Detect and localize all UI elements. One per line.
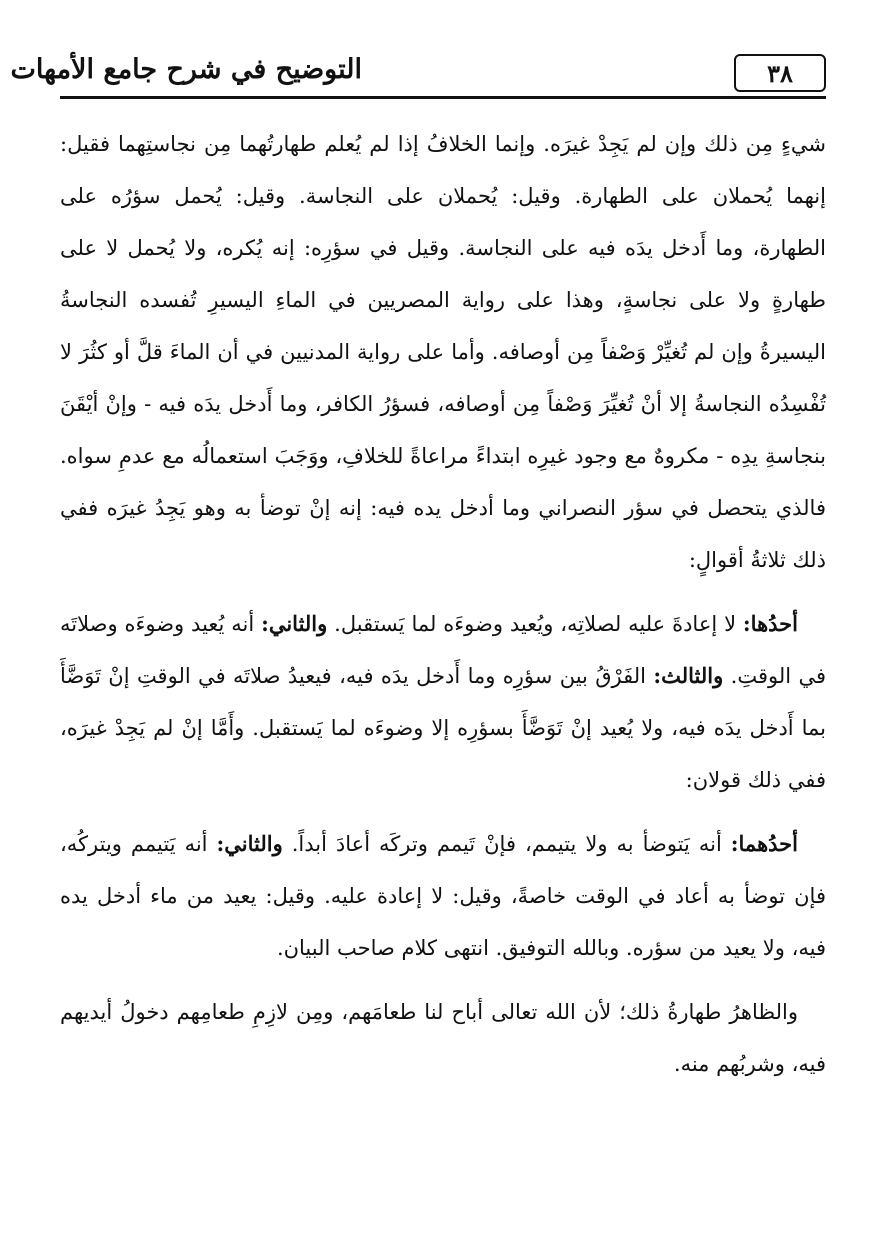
paragraph-3-text-2: أنه يَتيمم ويتركُه، فإن توضأ به أعاد في الوقت خاصةً، وقيل: لا إعادة عليه. وقيل: يعيد من ماء أدخل يده فيه، ولا يعيد من سؤره. وبالله التوفيق. انتهى كلام صاحب البيان. — [60, 832, 826, 960]
running-title: التوضيح في شرح جامع الأمهات — [10, 54, 362, 85]
paragraph-1 — [60, 118, 826, 586]
paragraph-2-text-1: لا إعادةَ عليه لصلاتِه، ويُعيد وضوءَه لما يَستقبل. — [327, 612, 743, 636]
paragraph-4 — [60, 986, 826, 1090]
paragraph-2 — [60, 598, 826, 806]
paragraph-2-text-3: الفَرْقُ بين سؤرِه وما أَدخل يدَه فيه، فيعيدُ صلاتَه في الوقتِ إنْ تَوَضَّأَ بما أَدخل يدَه فيه، ولا يُعيد إنْ تَوَضَّأَ بسؤرِه إلا وضوءَه لما يَستقبل. وأَمَّا إنْ لم يَجِدْ غيرَه، ففي ذلك قولان: — [60, 664, 826, 792]
paragraph-3-text-1: أنه يَتوضأ به ولا يتيمم، فإنْ تَيمم وتركَه أعادَ أبداً. — [282, 832, 731, 856]
paragraph-3 — [60, 818, 826, 974]
paragraph-2-lead-3: والثالث: — [653, 663, 724, 688]
paragraph-3-lead-1: أحدُهما: — [730, 831, 798, 856]
paragraph-4-text: والظاهرُ طهارةُ ذلك؛ لأن الله تعالى أباح لنا طعامَهم، ومِن لازِمِ طعامِهم دخولُ أيديهم فيه، وشربُهم منه. — [60, 1000, 826, 1076]
paragraph-2-text-2: أنه يُعيد وضوءَه وصلاتَه في الوقتِ. — [60, 612, 826, 688]
page-header — [10, 50, 826, 100]
page-number: ٣٨ — [734, 54, 826, 92]
paragraph-2-lead-2: والثاني: — [261, 611, 328, 636]
paragraph-3-lead-2: والثاني: — [216, 831, 283, 856]
body-text — [60, 118, 826, 1090]
paragraph-1-text: شيءٍ مِن ذلك وإن لم يَجِدْ غيرَه. وإنما الخلافُ إذا لم يُعلم طهارتُهما مِن نجاستِهما فقيل: إنهما يُحملان على الطهارة. وقيل: يُحملان على النجاسة. وقيل: يُحمل سؤرُه على الطهارة، وما أَدخل يدَه فيه على النجاسة. وقيل في سؤرِه: إنه يُكره، ولا يُحمل لا على طهارةٍ ولا على نجاسةٍ، وهذا على رواية المصريين في الماءِ اليسيرِ تُفسده النجاسةُ اليسيرةُ وإن لم تُغيِّرْ وَصْفاً مِن أوصافه. وأما على رواية المدنيين في أن الماءَ قلَّ أو كثُرَ لا تُفْسِدُه النجاسةُ إلا أنْ تُغيِّرَ وَصْفاً مِن أوصافه، فسؤرُ الكافر، وما أَدخل يدَه فيه - وإنْ أيْقَنَ بنجاسةِ يدِه - مكروهٌ مع وجود غيرِه ابتداءً مراعاةً للخلافِ، ووَجَبَ استعمالُه مع عدمِ سواه. فالذي يتحصل في سؤر النصراني وما أدخل يده فيه: إنه إنْ توضأ به وهو يَجِدُ غيرَه ففي ذلك ثلاثةُ أقوالٍ: — [60, 132, 827, 572]
header-rule — [60, 96, 826, 99]
paragraph-2-lead-1: أحدُها: — [742, 611, 798, 636]
